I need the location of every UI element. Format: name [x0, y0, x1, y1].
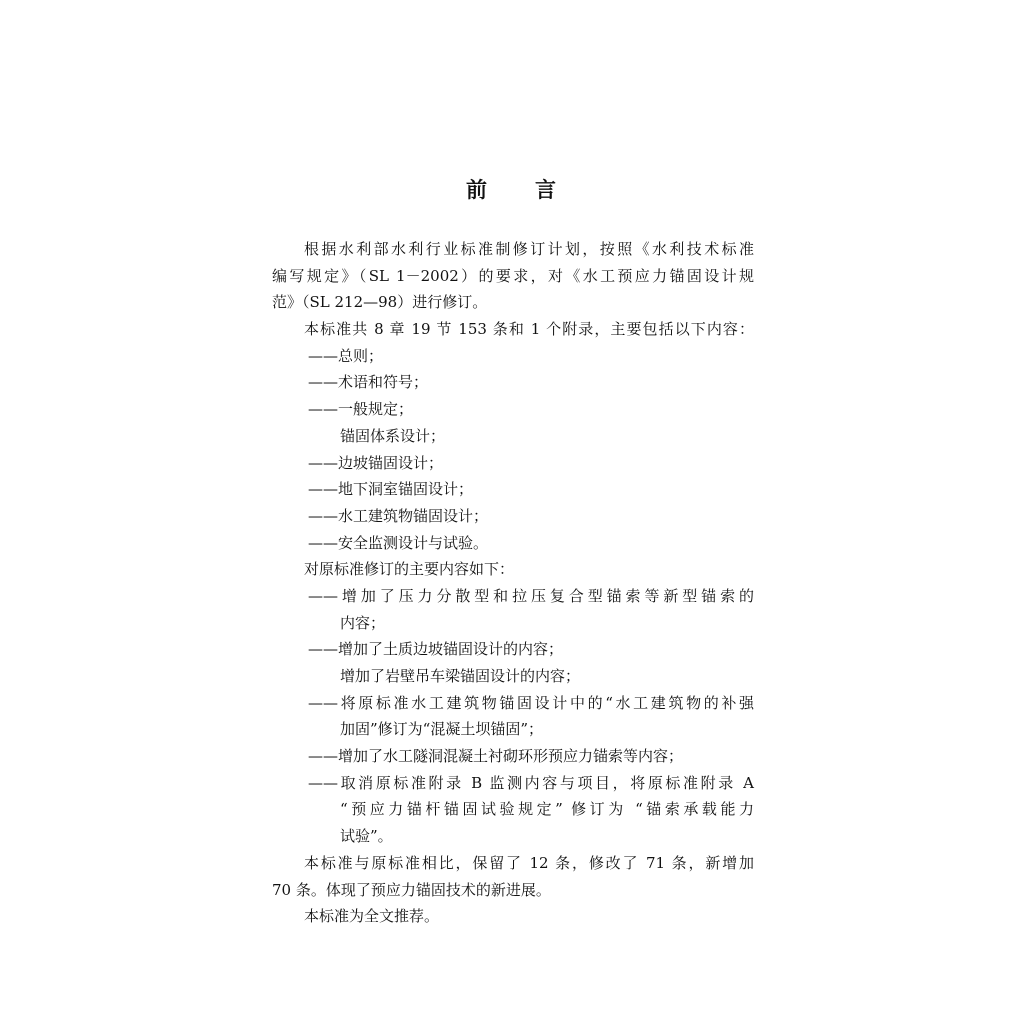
list-item: 锚固体系设计；	[340, 426, 446, 445]
list-item-continuation: 内容；	[340, 613, 386, 632]
title-char-right: 言	[535, 178, 558, 202]
text-line: 对原标准修订的主要内容如下：	[304, 560, 515, 579]
text-line: 根据水利部水利行业标准制修订计划，按照《水利技术标准	[304, 240, 754, 258]
list-item: ——将原标准水工建筑物锚固设计中的“水工建筑物的补强	[308, 693, 754, 712]
list-item: ——边坡锚固设计；	[308, 453, 444, 472]
text-line: 本标准共 8 章 19 节 153 条和 1 个附录，主要包括以下内容：	[304, 320, 754, 339]
list-item: ——安全监测设计与试验。	[308, 533, 489, 552]
list-item: ——取消原标准附录 B 监测内容与项目，将原标准附录 A	[308, 773, 754, 792]
list-item: ——一般规定；	[308, 400, 414, 419]
list-item-continuation: 加固”修订为“混凝土坝锚固”；	[340, 720, 544, 739]
list-item-continuation: 试验”。	[340, 827, 393, 846]
list-item: ——水工建筑物锚固设计；	[308, 506, 489, 525]
list-item: ——地下洞室锚固设计；	[308, 480, 474, 499]
title-char-left: 前	[466, 178, 489, 202]
list-item-continuation: 增加了岩壁吊车梁锚固设计的内容；	[340, 667, 581, 685]
text-line: 本标准与原标准相比，保留了 12 条，修改了 71 条，新增加	[304, 853, 754, 872]
list-item-continuation: “预应力锚杆锚固试验规定” 修订为 “锚索承载能力	[340, 800, 754, 819]
preface-body	[272, 236, 754, 930]
list-item: ——总则；	[308, 346, 384, 365]
text-line: 编写规定》（SL 1－2002）的要求，对《水工预应力锚固设计规	[272, 266, 754, 285]
list-item: ——术语和符号；	[308, 373, 429, 392]
list-item: ——增加了水工隧洞混凝土衬砌环形预应力锚索等内容；	[308, 747, 684, 766]
text-line: 本标准为全文推荐。	[304, 907, 440, 926]
list-item: ——增加了土质边坡锚固设计的内容；	[308, 640, 564, 659]
list-item: ——增加了压力分散型和拉压复合型锚索等新型锚索的	[308, 586, 754, 605]
page-title	[0, 174, 1024, 204]
text-line: 70 条。体现了预应力锚固技术的新进展。	[272, 880, 551, 899]
text-line: 范》（SL 212—98）进行修订。	[272, 293, 488, 312]
